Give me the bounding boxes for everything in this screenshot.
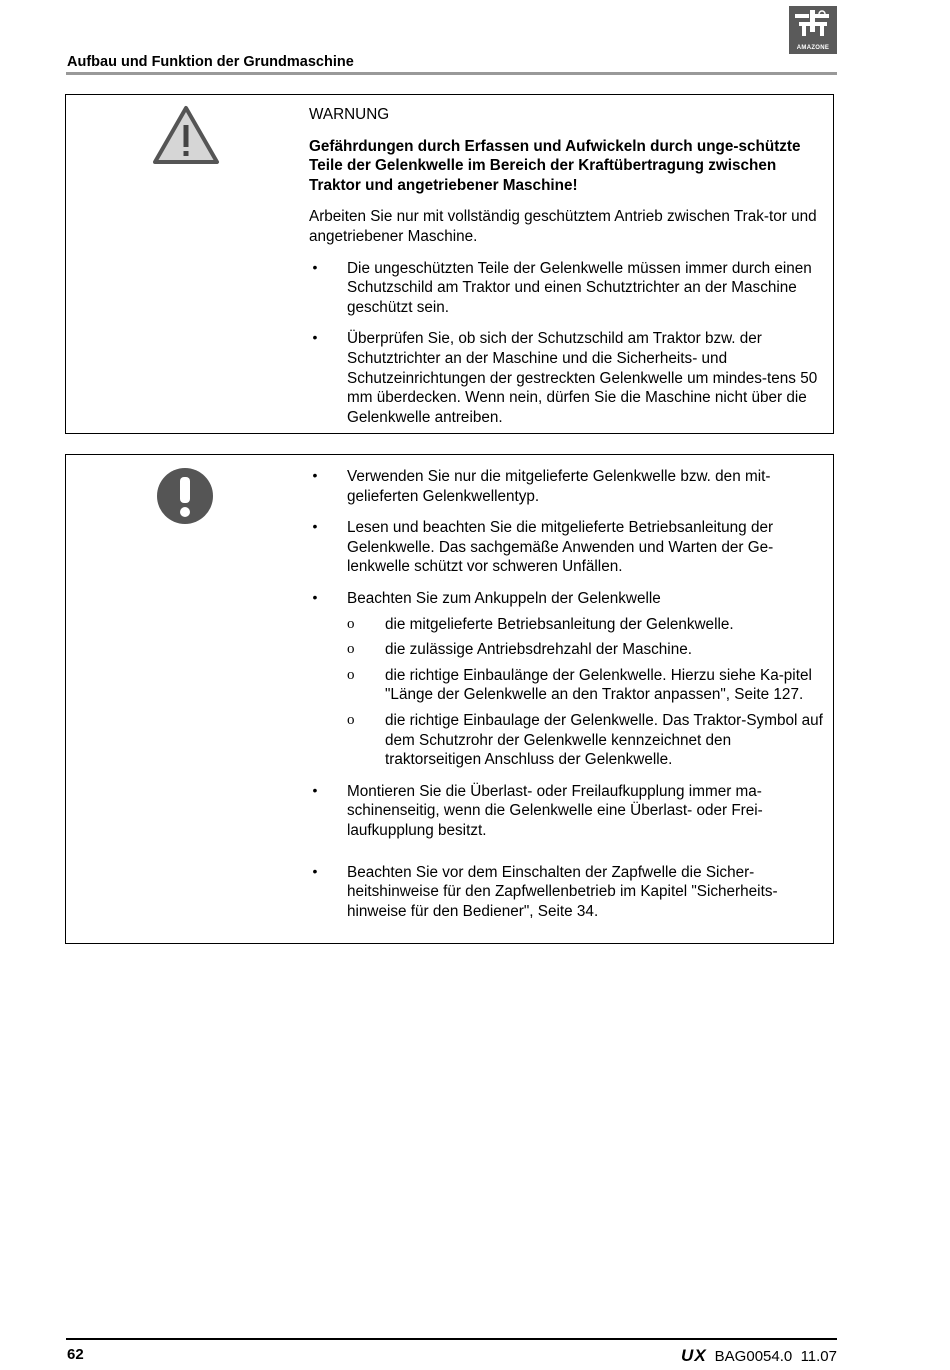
list-item bbox=[309, 863, 823, 922]
list-item bbox=[309, 782, 823, 841]
header-rule bbox=[66, 72, 837, 75]
sub-list-item-text: die mitgelieferte Betriebsanleitung der Gelenkwelle. bbox=[385, 615, 734, 633]
sub-list bbox=[347, 615, 823, 770]
sub-list-item bbox=[347, 615, 823, 635]
bullet: • bbox=[312, 467, 318, 483]
warning-content bbox=[309, 95, 823, 427]
list-item-text: Beachten Sie vor dem Einschalten der Zapfwelle die Sicher-heitshinweise für den Zapfwellenbetrieb im Kapitel "Sicherheits-hinweise für den Bediener", Seite 34. bbox=[347, 863, 778, 920]
notice-box bbox=[65, 454, 834, 944]
list-item bbox=[309, 467, 823, 506]
logo-emblem-icon bbox=[789, 6, 837, 46]
sub-list-item bbox=[347, 711, 823, 770]
list-item-text: Lesen und beachten Sie die mitgelieferte Betriebsanleitung der Gelenkwelle. Das sachgemäße Anwenden und Warten der Ge-lenkwelle schützt vor schweren Unfällen. bbox=[347, 519, 774, 576]
list-item bbox=[309, 329, 823, 427]
sub-list-item bbox=[347, 640, 823, 660]
bullet: • bbox=[312, 329, 318, 346]
list-item-text: Montieren Sie die Überlast- oder Freilaufkupplung immer ma-schinenseitig, wenn die Gelenkwelle eine Überlast- oder Frei-laufkupplung besitzt. bbox=[347, 782, 763, 839]
bullet: • bbox=[312, 862, 318, 879]
list-item-text: Verwenden Sie nur die mitgelieferte Gelenkwelle bzw. den mit-gelieferten Gelenkwellentyp. bbox=[347, 468, 771, 505]
sub-bullet: ο bbox=[347, 666, 355, 683]
exclamation-circle-icon bbox=[156, 467, 214, 525]
bullet: • bbox=[312, 588, 318, 605]
sub-bullet: ο bbox=[347, 711, 355, 728]
bullet: • bbox=[312, 518, 318, 535]
sub-bullet: ο bbox=[347, 641, 355, 658]
notice-bullet-list bbox=[309, 467, 823, 921]
warning-box bbox=[65, 94, 834, 434]
list-item-text: Überprüfen Sie, ob sich der Schutzschild am Traktor bzw. der Schutztrichter an der Maschine und die Sicherheits- und Schutzeinrichtungen der gestreckten Gelenkwelle um mindes-tens 50 mm überdecken. Wenn nein, dürfen Sie die Maschine nicht über die Gelenkwelle antreiben. bbox=[347, 330, 818, 426]
list-item bbox=[309, 259, 823, 318]
bullet: • bbox=[312, 258, 318, 275]
warning-title: WARNUNG bbox=[309, 106, 390, 123]
sub-list-item-text: die richtige Einbaulage der Gelenkwelle. Das Traktor-Symbol auf dem Schutzrohr der Gelenkwelle kennzeichnet den traktorseitigen Anschluss der Gelenkwelle. bbox=[385, 711, 823, 769]
bullet: • bbox=[312, 781, 318, 798]
amazone-logo bbox=[789, 6, 837, 54]
product-label: UX bbox=[681, 1346, 707, 1365]
sub-list-item-text: die zulässige Antriebsdrehzahl der Maschine. bbox=[385, 641, 692, 659]
sub-bullet: ο bbox=[347, 615, 355, 632]
warning-headline: Gefährdungen durch Erfassen und Aufwickeln durch unge-schützte Teile der Gelenkwelle im Bereich der Kraftübertragung zwischen Traktor und angetriebener Maschine! bbox=[309, 137, 801, 194]
sub-list-item bbox=[347, 666, 823, 705]
logo-text: AMAZONE bbox=[796, 45, 830, 51]
document-id bbox=[681, 1346, 837, 1366]
sub-list-item-text: die richtige Einbaulänge der Gelenkwelle. Hierzu siehe Ka-pitel "Länge der Gelenkwelle an den Traktor anpassen", Seite 127. bbox=[385, 666, 812, 704]
footer-rule bbox=[66, 1338, 837, 1340]
list-item-text: Beachten Sie zum Ankuppeln der Gelenkwelle bbox=[347, 589, 661, 607]
page-number: 62 bbox=[67, 1346, 84, 1363]
notice-content bbox=[309, 467, 823, 921]
doc-id-text: BAG0054.0 11.07 bbox=[714, 1348, 837, 1365]
warning-triangle-icon bbox=[152, 105, 220, 165]
section-title: Aufbau und Funktion der Grundmaschine bbox=[67, 54, 354, 70]
warning-intro: Arbeiten Sie nur mit vollständig geschütztem Antrieb zwischen Trak-tor und angetriebener Maschine. bbox=[309, 208, 817, 245]
list-item-text: Die ungeschützten Teile der Gelenkwelle müssen immer durch einen Schutzschild am Traktor und einen Schutztrichter an der Maschine geschützt sein. bbox=[347, 259, 812, 316]
warning-bullet-list bbox=[309, 259, 823, 428]
list-item bbox=[309, 518, 823, 577]
list-item bbox=[309, 589, 823, 770]
